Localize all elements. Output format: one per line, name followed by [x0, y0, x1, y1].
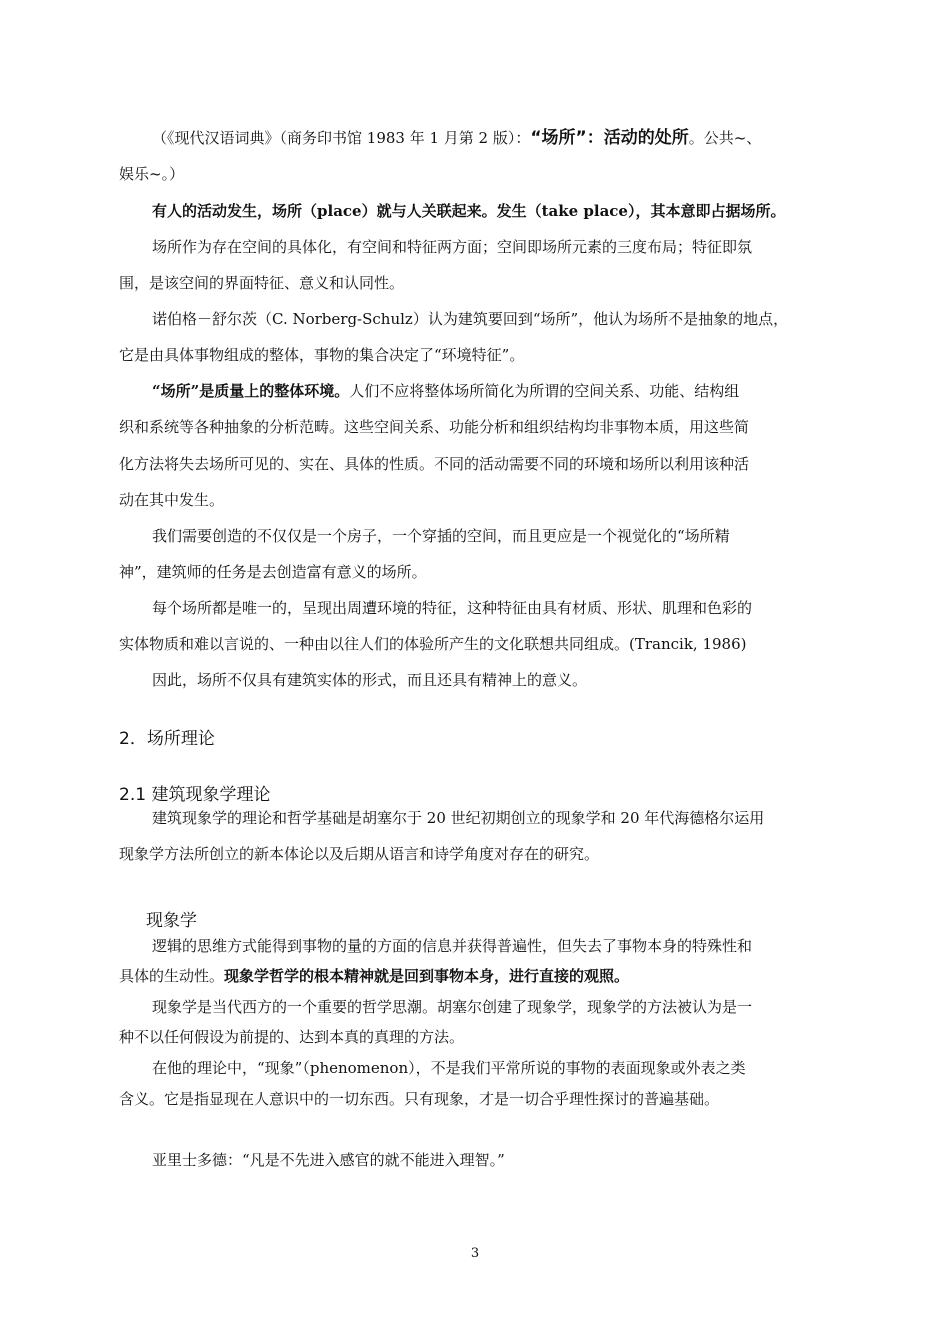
aristotle-quote: 亚里士多德：“凡是不先进入感官的就不能进入理智。”	[152, 1151, 505, 1169]
para-logic-line1: 逻辑的思维方式能得到事物的量的方面的信息并获得普遍性，但失去了事物本身的特殊性和	[152, 937, 753, 955]
para-whole-env-line4: 动在其中发生。	[119, 491, 225, 509]
para-phenomenology-basis-line2: 现象学方法所创立的新本体论以及后期从语言和诗学角度对存在的研究。	[119, 845, 600, 863]
para-unique-line2: 实体物质和难以言说的、一种由以往人们的体验所产生的文化联想共同组成。(Trancik, 1986)	[119, 635, 747, 653]
para-spirit-line2: 神”，建筑师的任务是去创造富有意义的场所。	[119, 563, 427, 581]
para-spirit-line1: 我们需要创造的不仅仅是一个房子，一个穿插的空间，而且更应是一个视觉化的“场所精	[152, 527, 730, 545]
para-unique-line1: 每个场所都是唯一的，呈现出周遭环境的特征，这种特征由具有材质、形状、肌理和色彩的	[152, 599, 753, 617]
para-norberg-line2: 它是由具体事物组成的整体，事物的集合决定了“环境特征”。	[119, 346, 525, 364]
para-whole-env-line1	[152, 381, 739, 401]
para-conclusion: 因此，场所不仅具有建筑实体的形式，而且还具有精神上的意义。	[152, 671, 588, 689]
dictionary-examples: 。公共~、	[688, 129, 762, 147]
whole-env-text: 人们不应将整体场所简化为所谓的空间关系、功能、结构组	[349, 382, 740, 400]
para-phenomenology-basis-line1: 建筑现象学的理论和哲学基础是胡塞尔于 20 世纪初期创立的现象学和 20 年代海德格尔运用	[152, 809, 765, 827]
para-logic-line2	[119, 966, 629, 986]
dictionary-definition: “场所”：活动的处所	[530, 128, 689, 148]
dictionary-citation: （《现代汉语词典》（商务印书馆 1983 年 1 月第 2 版）：	[152, 129, 531, 147]
para-dictionary-line1	[152, 128, 761, 148]
para-dictionary-line2: 娱乐~。）	[119, 165, 185, 183]
heading-place-theory: 2．场所理论	[119, 729, 215, 749]
para-norberg-line1: 诺伯格－舒尔茨（C. Norberg-Schulz）认为建筑要回到“场所”，他认为场所不是抽象的地点，	[152, 310, 789, 328]
whole-env-emphasis: “场所”是质量上的整体环境。	[152, 382, 350, 400]
logic-text: 具体的生动性。	[119, 967, 225, 985]
para-phenomenon-line1: 在他的理论中，“现象”（phenomenon），不是我们平常所说的事物的表面现象或外表之类	[152, 1059, 746, 1077]
para-phenomenon-line2: 含义。它是指显现在人意识中的一切东西。只有现象，才是一切合乎理性探讨的普遍基础。	[119, 1090, 720, 1108]
para-husserl-line1: 现象学是当代西方的一个重要的哲学思潮。胡塞尔创建了现象学，现象学的方法被认为是一	[152, 998, 753, 1016]
heading-architectural-phenomenology: 2.1 建筑现象学理论	[119, 785, 271, 805]
para-whole-env-line3: 化方法将失去场所可见的、实在、具体的性质。不同的活动需要不同的环境和场所以利用该种活	[119, 455, 750, 473]
para-whole-env-line2: 织和系统等各种抽象的分析范畴。这些空间关系、功能分析和组织结构均非事物本质，用这些简	[119, 418, 750, 436]
para-husserl-line2: 种不以任何假设为前提的、达到本真的真理的方法。	[119, 1028, 465, 1046]
phenomenology-essence-emphasis: 现象学哲学的根本精神就是回到事物本身，进行直接的观照。	[224, 967, 630, 985]
heading-phenomenology: 现象学	[146, 911, 197, 931]
para-place-activity: 有人的活动发生，场所（place）就与人关联起来。发生（take place），其本意即占据场所。	[152, 202, 786, 220]
page-number: 3	[470, 1246, 480, 1261]
para-place-space-line2: 围，是该空间的界面特征、意义和认同性。	[119, 274, 405, 292]
para-place-space-line1: 场所作为存在空间的具体化，有空间和特征两方面；空间即场所元素的三度布局；特征即氛	[152, 238, 753, 256]
